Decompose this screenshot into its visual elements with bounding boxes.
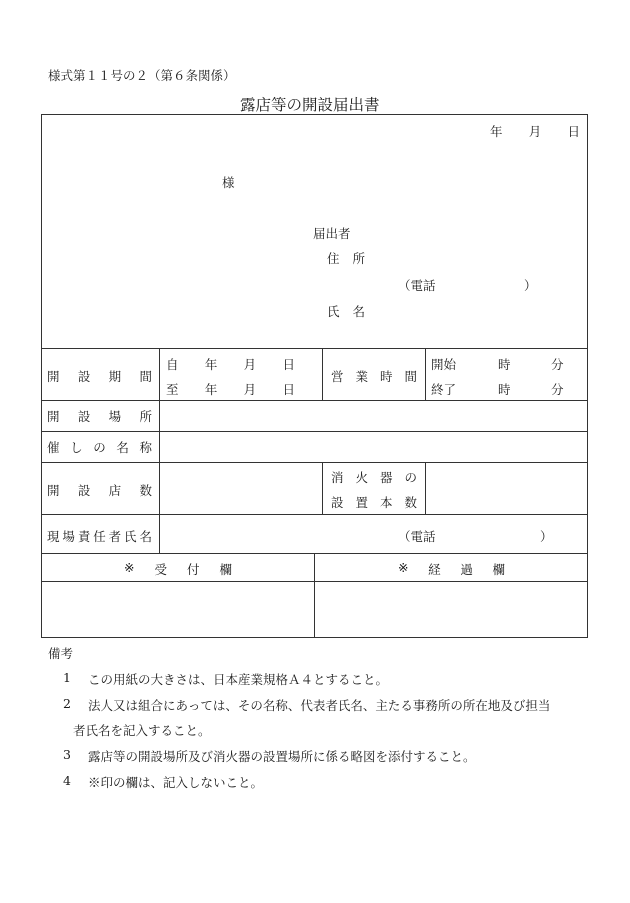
label-char: 称 [139, 440, 152, 455]
reception-column-label [124, 560, 232, 578]
label-char: 住 [327, 251, 340, 266]
label-char: 現 [47, 529, 60, 544]
hours-end-hour-unit: 時 [498, 382, 511, 397]
hours-end-label: 終了 [431, 382, 457, 397]
divider [41, 431, 588, 432]
label-char: 本 [379, 495, 393, 510]
label-char: 開 [47, 409, 60, 424]
hours-start-label: 開始 [431, 357, 457, 372]
day-label: 日 [282, 357, 295, 372]
submission-date [490, 122, 580, 140]
hours-start-minute-unit: 分 [551, 357, 564, 372]
remark-number: 4 [63, 773, 71, 788]
manager-phone-open: （電話 [398, 529, 436, 544]
label-char: 間 [139, 369, 152, 384]
label-char: 責 [77, 529, 91, 544]
label-char: 経 [428, 562, 441, 577]
month-label: 月 [243, 357, 257, 372]
label-char: 器 [379, 470, 393, 485]
label-char: し [70, 440, 83, 455]
event-name-label [47, 438, 152, 456]
month-label: 月 [243, 382, 257, 397]
label-char: 時 [379, 369, 393, 384]
year-label: 年 [204, 382, 218, 397]
remark-text: ※印の欄は、記入しないこと。 [88, 775, 264, 790]
divider [41, 348, 588, 349]
remark-text-continued: 者氏名を記入すること。 [73, 723, 211, 738]
label-char: 消 [331, 470, 344, 485]
label-char: 設 [331, 495, 344, 510]
label-char: 催 [47, 440, 60, 455]
remark-text: 法人又は組合にあっては、その名称、代表者氏名、主たる事務所の所在地及び担当 [88, 698, 551, 713]
label-char: 業 [355, 369, 368, 384]
label-char: 所 [352, 251, 365, 266]
business-hours-label [331, 367, 417, 385]
label-char: 欄 [219, 562, 232, 577]
remark-number: 2 [63, 696, 71, 711]
label-char: 場 [108, 409, 122, 424]
label-char: 過 [460, 562, 473, 577]
extinguisher-label-line1 [331, 468, 417, 486]
divider [159, 348, 160, 553]
label-char: 氏 [124, 529, 137, 544]
applicant-heading: 届出者 [313, 226, 351, 241]
label-char: 所 [139, 409, 152, 424]
applicant-phone-close: ） [524, 278, 537, 293]
label-char: 欄 [492, 562, 505, 577]
manager-name-label [47, 527, 152, 545]
progress-column-label [398, 560, 505, 578]
divider [425, 348, 426, 400]
label-char: 付 [186, 562, 200, 577]
label-char: 数 [404, 495, 417, 510]
divider [322, 348, 323, 400]
divider [322, 462, 323, 514]
label-char: 名 [352, 304, 365, 319]
divider [41, 400, 588, 401]
date-year-label: 年 [490, 124, 503, 139]
divider [41, 462, 588, 463]
divider [425, 462, 426, 514]
year-label: 年 [204, 357, 218, 372]
label-char: 店 [108, 483, 122, 498]
label-char: 間 [404, 369, 417, 384]
label-char: ※ [124, 560, 135, 575]
label-char: 開 [47, 483, 60, 498]
label-char: 名 [116, 440, 129, 455]
addressee-suffix: 様 [222, 175, 235, 190]
label-char: の [93, 440, 106, 455]
divider [314, 553, 315, 638]
label-char: の [404, 470, 417, 485]
remark-text: 露店等の開設場所及び消火器の設置場所に係る略図を添付すること。 [88, 749, 476, 764]
label-char: 火 [355, 470, 368, 485]
label-char: 任 [93, 529, 106, 544]
from-label: 自 [166, 357, 179, 372]
label-char: 場 [62, 529, 75, 544]
label-char: 設 [77, 369, 91, 384]
applicant-phone-open: （電話 [398, 278, 436, 293]
label-char: 数 [139, 483, 152, 498]
extinguisher-label-line2 [331, 493, 417, 511]
label-char: 開 [47, 369, 60, 384]
label-char: 名 [139, 529, 152, 544]
period-to-line [166, 380, 295, 398]
day-label: 日 [282, 382, 295, 397]
label-char: 者 [108, 529, 122, 544]
remarks-heading: 備考 [48, 646, 74, 661]
label-char: ※ [398, 560, 409, 575]
to-label: 至 [166, 382, 179, 397]
label-char: 置 [355, 495, 368, 510]
hours-start-hour-unit: 時 [498, 357, 511, 372]
remark-text: この用紙の大きさは、日本産業規格Ａ４とすること。 [88, 672, 389, 687]
divider [41, 514, 588, 515]
applicant-address-label [327, 249, 365, 267]
label-char: 営 [331, 369, 344, 384]
label-char: 氏 [327, 304, 340, 319]
date-day-label: 日 [567, 124, 580, 139]
label-char: 期 [108, 369, 122, 384]
manager-phone-close: ） [540, 529, 553, 544]
location-label [47, 407, 152, 425]
label-char: 設 [77, 409, 91, 424]
remark-number: 1 [63, 670, 71, 685]
period-from-line [166, 355, 295, 373]
hours-end-minute-unit: 分 [551, 382, 564, 397]
stall-count-label [47, 481, 152, 499]
applicant-name-label [327, 302, 365, 320]
remark-number: 3 [63, 747, 71, 762]
document-title: 露店等の開設届出書 [240, 96, 380, 114]
date-month-label: 月 [528, 124, 542, 139]
label-char: 設 [77, 483, 91, 498]
label-char: 受 [154, 562, 167, 577]
period-label [47, 367, 152, 385]
form-number: 様式第１１号の２（第６条関係） [48, 68, 236, 83]
